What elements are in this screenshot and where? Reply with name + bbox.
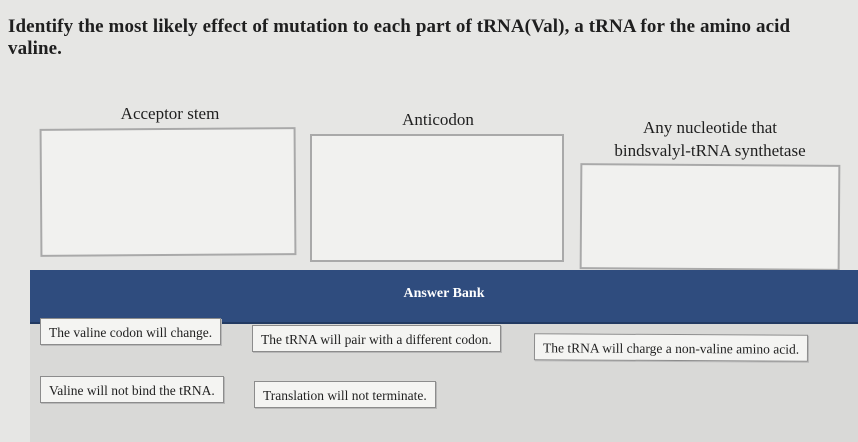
answer-chip-valine-codon-change[interactable]: The valine codon will change. [40,318,221,345]
target-label-any-nucleotide-line1: Any nucleotide that [642,118,778,137]
target-label-acceptor-stem: Acceptor stem [120,104,220,123]
question-text: Identify the most likely effect of mutation to each part of tRNA(Val), a tRNA for the amino acid valine. [8,16,791,59]
answer-bank-header [30,270,858,324]
target-label-anticodon: Anticodon [402,110,474,129]
target-label-any-nucleotide [590,116,830,162]
answer-bank-title: Answer Bank [403,286,485,301]
drop-zone-any-nucleotide[interactable] [580,163,841,271]
answer-chip-charge-non-valine[interactable]: The tRNA will charge a non-valine amino acid. [534,333,808,361]
target-label-any-nucleotide-line2: bindsvalyl-tRNA synthetase [614,141,806,160]
answer-chip-translation-not-terminate[interactable]: Translation will not terminate. [254,381,436,408]
drop-zone-anticodon[interactable] [310,134,564,262]
answer-chip-pair-different-codon[interactable]: The tRNA will pair with a different codon. [252,325,501,352]
answer-chip-valine-not-bind[interactable]: Valine will not bind the tRNA. [40,376,224,403]
drop-zone-acceptor-stem[interactable] [40,127,297,257]
